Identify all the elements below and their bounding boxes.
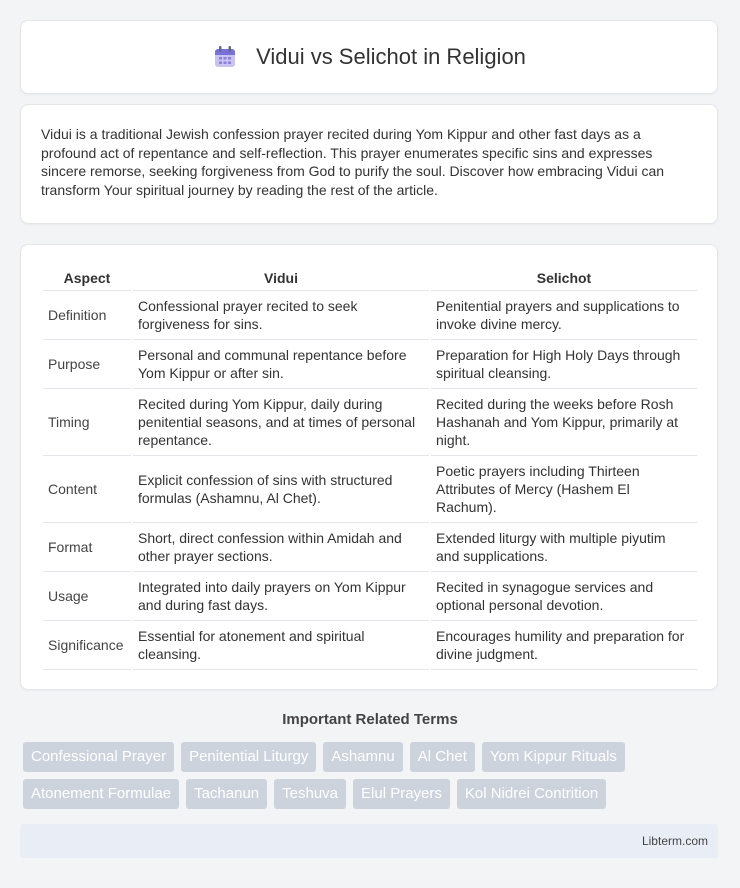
vidui-cell: Integrated into daily prayers on Yom Kippur and during fast days.	[133, 572, 429, 621]
table-row	[43, 291, 697, 340]
related-term-tag[interactable]: Teshuva	[274, 779, 346, 809]
related-term-tag[interactable]: Confessional Prayer	[23, 742, 174, 772]
calendar-icon	[212, 44, 238, 70]
selichot-cell: Encourages humility and preparation for divine judgment.	[431, 621, 697, 670]
selichot-cell: Poetic prayers including Thirteen Attributes of Mercy (Hashem El Rachum).	[431, 456, 697, 523]
vidui-cell: Recited during Yom Kippur, daily during penitential seasons, and at times of personal repentance.	[133, 389, 429, 456]
selichot-cell: Preparation for High Holy Days through spiritual cleansing.	[431, 340, 697, 389]
aspect-cell: Format	[43, 523, 131, 572]
table-row	[43, 621, 697, 670]
selichot-cell: Extended liturgy with multiple piyutim and supplications.	[431, 523, 697, 572]
aspect-cell: Definition	[43, 291, 131, 340]
table-row	[43, 523, 697, 572]
comparison-table-card	[20, 244, 718, 690]
related-terms-row	[23, 779, 723, 809]
header-vidui: Vidui	[133, 265, 429, 291]
table-row	[43, 456, 697, 523]
table-row	[43, 389, 697, 456]
related-term-tag[interactable]: Tachanun	[186, 779, 267, 809]
aspect-cell: Usage	[43, 572, 131, 621]
aspect-cell: Content	[43, 456, 131, 523]
title-card	[20, 20, 718, 94]
vidui-cell: Personal and communal repentance before Yom Kippur or after sin.	[133, 340, 429, 389]
related-term-tag[interactable]: Penitential Liturgy	[181, 742, 316, 772]
intro-text: Vidui is a traditional Jewish confession prayer recited during Yom Kippur and other fast days as a profound act of repentance and self-reflection. This prayer enumerates specific sins and expresses sincere remorse, seeking forgiveness from God to purify the soul. Discover how embracing Vidui can transform Your spiritual journey by reading the rest of the article.	[41, 126, 665, 198]
selichot-cell: Recited in synagogue services and optional personal devotion.	[431, 572, 697, 621]
related-term-tag[interactable]: Kol Nidrei Contrition	[457, 779, 606, 809]
selichot-cell: Penitential prayers and supplications to invoke divine mercy.	[431, 291, 697, 340]
aspect-cell: Purpose	[43, 340, 131, 389]
page-title: Vidui vs Selichot in Religion	[256, 44, 526, 69]
related-term-tag[interactable]: Ashamnu	[323, 742, 402, 772]
table-row	[43, 572, 697, 621]
selichot-cell: Recited during the weeks before Rosh Hashanah and Yom Kippur, primarily at night.	[431, 389, 697, 456]
aspect-cell: Significance	[43, 621, 131, 670]
related-term-tag[interactable]: Atonement Formulae	[23, 779, 179, 809]
related-terms	[23, 742, 723, 816]
table-row	[43, 340, 697, 389]
intro-card	[20, 104, 718, 224]
related-terms-heading: Important Related Terms	[282, 711, 458, 728]
related-term-tag[interactable]: Al Chet	[410, 742, 475, 772]
aspect-cell: Timing	[43, 389, 131, 456]
related-term-tag[interactable]: Elul Prayers	[353, 779, 450, 809]
table-header-row	[43, 265, 697, 291]
vidui-cell: Explicit confession of sins with structured formulas (Ashamnu, Al Chet).	[133, 456, 429, 523]
header-selichot: Selichot	[431, 265, 697, 291]
vidui-cell: Confessional prayer recited to seek forgiveness for sins.	[133, 291, 429, 340]
vidui-cell: Short, direct confession within Amidah and other prayer sections.	[133, 523, 429, 572]
footer	[20, 824, 718, 858]
footer-site-link[interactable]: Libterm.com	[641, 834, 708, 848]
vidui-cell: Essential for atonement and spiritual cleansing.	[133, 621, 429, 670]
header-aspect: Aspect	[43, 265, 131, 291]
comparison-table	[41, 265, 699, 670]
related-terms-row	[23, 742, 723, 772]
related-term-tag[interactable]: Yom Kippur Rituals	[482, 742, 625, 772]
